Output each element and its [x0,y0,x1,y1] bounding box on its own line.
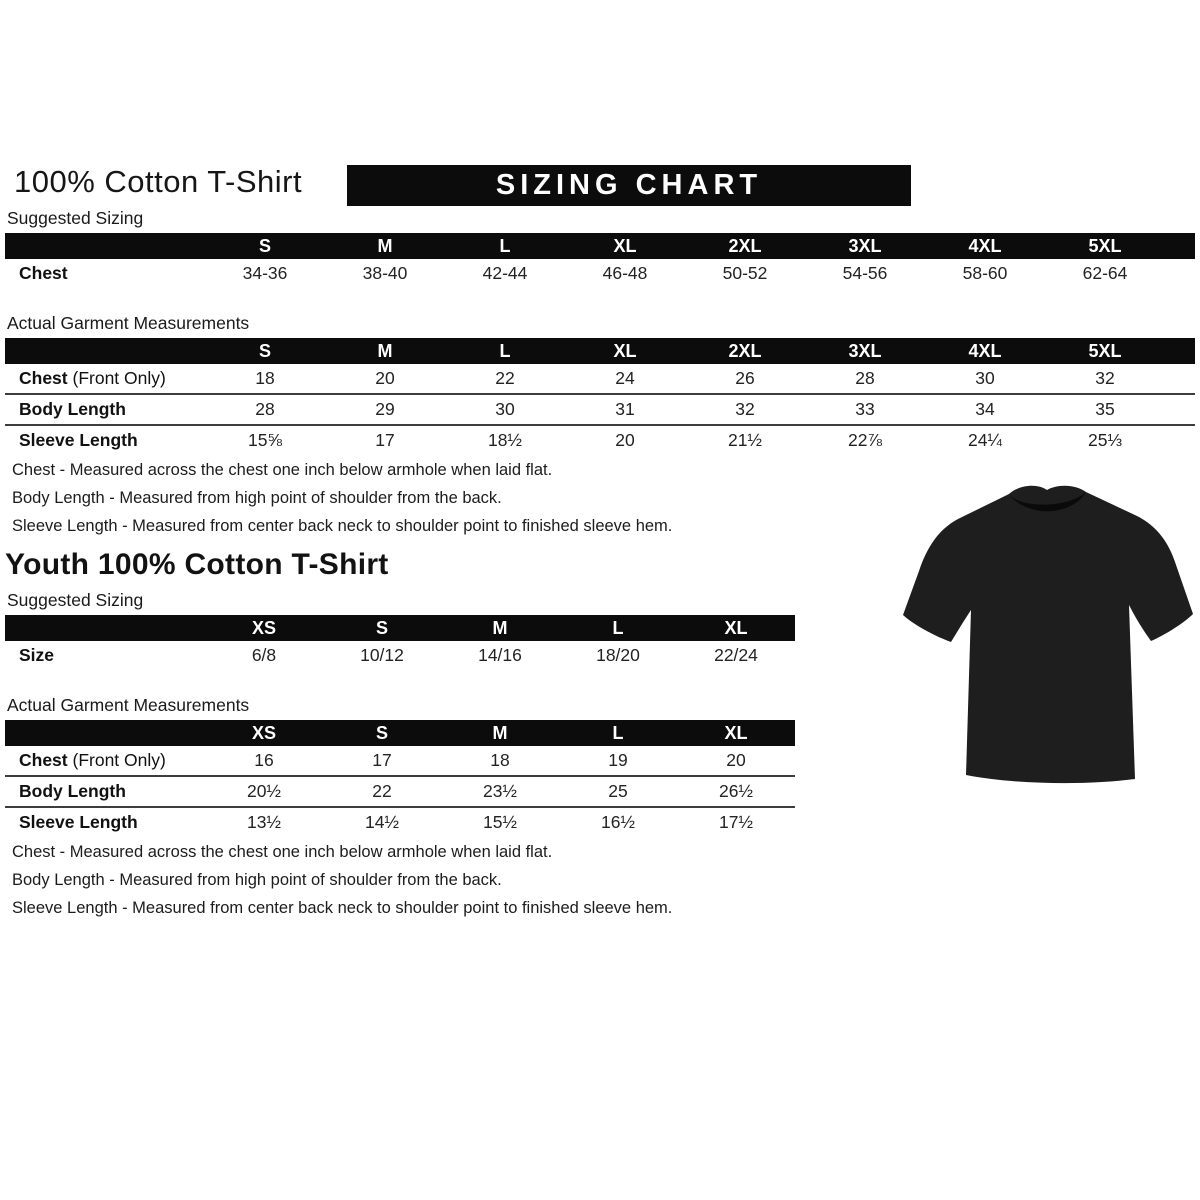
cell-value: 16 [254,750,274,770]
adult-actual-measurements-label: Actual Garment Measurements [5,313,1195,341]
cell-value: 22 [495,368,515,388]
row-label: Sleeve Length [19,430,138,450]
adult-actual-measurements-table [5,338,1195,455]
cell-value: 28 [855,368,875,388]
cell-value: 30 [975,368,995,388]
cell-value: 13½ [246,812,282,832]
column-header-s: S [258,235,271,256]
cell-value: 30 [495,399,515,419]
cell-value: 28 [255,399,275,419]
note-line: Sleeve Length - Measured from center back neck to shoulder point to finished sleeve hem. [12,899,673,917]
column-header-xl: XL [724,722,748,743]
cell-value: 32 [735,399,755,419]
cell-value: 15½ [482,812,518,832]
column-header-xs: XS [251,722,276,743]
youth-actual-measurements-table [5,720,795,837]
cell-value: 24¼ [967,430,1003,450]
cell-value: 31 [615,399,635,419]
youth-section-title: Youth 100% Cotton T-Shirt [5,548,389,581]
column-header-xl: XL [613,235,637,256]
cell-value: 18 [490,750,510,770]
sizing-chart-banner-label: SIZING CHART [495,169,763,201]
column-header-m: M [492,617,508,638]
cell-value: 19 [608,750,628,770]
column-header-3xl: 3XL [848,340,882,361]
youth-suggested-sizing-label: Suggested Sizing [5,590,795,618]
cell-value: 23½ [482,781,518,801]
cell-value: 34-36 [242,263,288,283]
column-header-l: L [499,340,511,361]
column-header-4xl: 4XL [968,340,1002,361]
column-header-5xl: 5XL [1088,340,1122,361]
cell-value: 20 [615,430,635,450]
column-header-s: S [375,617,388,638]
note-line: Chest - Measured across the chest one inch below armhole when laid flat. [12,843,553,861]
cell-value: 33 [855,399,875,419]
row-label: Size [19,645,55,665]
page-title: 100% Cotton T-Shirt [14,164,303,199]
cell-value: 46-48 [602,263,648,283]
cell-value: 35 [1095,399,1115,419]
table-header-row [5,720,795,746]
column-header-s: S [258,340,271,361]
cell-value: 22/24 [714,645,758,665]
cell-value: 58-60 [962,263,1008,283]
youth-suggested-sizing-table [5,615,795,670]
cell-value: 22 [372,781,392,801]
table-row [5,393,1195,424]
column-header-4xl: 4XL [968,235,1002,256]
cell-value: 24 [615,368,635,388]
row-label: Body Length [19,399,126,419]
cell-value: 25⅓ [1087,430,1123,450]
column-header-xl: XL [724,617,748,638]
table-row [5,775,795,806]
cell-value: 20½ [246,781,282,801]
cell-value: 6/8 [251,645,277,665]
cell-value: 62-64 [1082,263,1128,283]
cell-value: 32 [1095,368,1115,388]
column-header-l: L [612,722,624,743]
cell-value: 17 [372,750,392,770]
cell-value: 14/16 [478,645,522,665]
table-row [5,259,1195,288]
cell-value: 10/12 [360,645,404,665]
cell-value: 14½ [364,812,400,832]
cell-value: 18 [255,368,275,388]
column-header-xl: XL [613,340,637,361]
cell-value: 26 [735,368,755,388]
cell-value: 22⅞ [847,430,883,450]
row-label: Chest [19,263,68,283]
column-header-xs: XS [251,617,276,638]
cell-value: 54-56 [842,263,888,283]
note-line: Body Length - Measured from high point of shoulder from the back. [12,489,502,507]
column-header-m: M [377,235,393,256]
column-header-m: M [377,340,393,361]
row-label: Sleeve Length [19,812,138,832]
cell-value: 21½ [727,430,763,450]
note-line: Body Length - Measured from high point of shoulder from the back. [12,871,502,889]
table-row [5,641,795,670]
adult-measurement-notes [12,456,672,540]
cell-value: 29 [375,399,395,419]
column-header-2xl: 2XL [728,340,762,361]
cell-value: 34 [975,399,995,419]
column-header-3xl: 3XL [848,235,882,256]
cell-value: 20 [726,750,746,770]
black-tshirt-image [897,474,1197,804]
cell-value: 18½ [487,430,523,450]
cell-value: 18/20 [596,645,640,665]
column-header-l: L [612,617,624,638]
note-line: Sleeve Length - Measured from center back neck to shoulder point to finished sleeve hem. [12,517,673,535]
table-row [5,806,795,837]
column-header-l: L [499,235,511,256]
note-line: Chest - Measured across the chest one inch below armhole when laid flat. [12,461,553,479]
cell-value: 38-40 [362,263,408,283]
cell-value: 16½ [600,812,636,832]
adult-suggested-sizing-label: Suggested Sizing [5,208,1195,236]
row-label: Chest (Front Only) [19,368,166,388]
table-header-row [5,338,1195,364]
column-header-m: M [492,722,508,743]
cell-value: 20 [375,368,395,388]
cell-value: 17 [375,430,395,450]
youth-actual-measurements-label: Actual Garment Measurements [5,695,795,723]
table-row [5,746,795,775]
cell-value: 26½ [718,781,754,801]
adult-suggested-sizing-table [5,233,1195,288]
tshirt-shape [903,486,1193,783]
youth-measurement-notes [12,838,672,922]
row-label: Body Length [19,781,126,801]
table-header-row [5,233,1195,259]
cell-value: 17½ [718,812,754,832]
row-label: Chest (Front Only) [19,750,166,770]
column-header-2xl: 2XL [728,235,762,256]
cell-value: 15⅝ [247,430,283,450]
cell-value: 25 [608,781,628,801]
table-header-row [5,615,795,641]
table-row [5,364,1195,393]
column-header-5xl: 5XL [1088,235,1122,256]
table-row [5,424,1195,455]
cell-value: 50-52 [722,263,768,283]
sizing-chart-banner [347,165,911,206]
cell-value: 42-44 [482,263,528,283]
column-header-s: S [375,722,388,743]
